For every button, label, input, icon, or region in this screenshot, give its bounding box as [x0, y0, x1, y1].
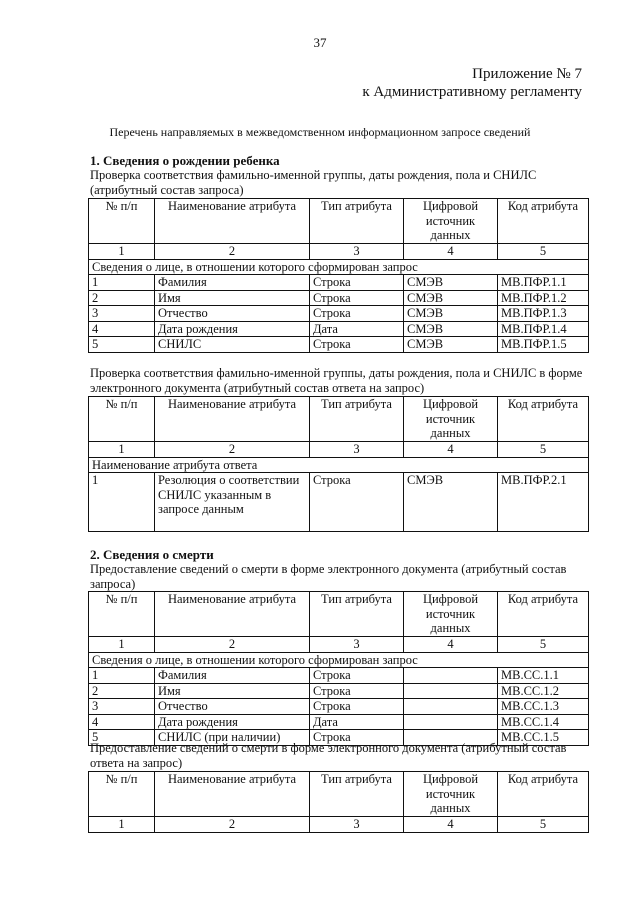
column-number: 3	[310, 442, 404, 458]
column-number: 2	[155, 817, 310, 833]
cell-code: МВ.СС.1.2	[498, 683, 589, 699]
header-cell-source: Цифровой источник данных	[404, 199, 498, 244]
header-cell-source: Цифровой источник данных	[404, 592, 498, 637]
page-number: 37	[313, 35, 327, 50]
header-cell-name: Наименование атрибута	[155, 199, 310, 244]
header-cell-code: Код атрибута	[498, 199, 589, 244]
cell-source: СМЭВ	[404, 337, 498, 353]
cell-name: Имя	[155, 290, 310, 306]
header-cell-code: Код атрибута	[498, 397, 589, 442]
column-number: 4	[404, 244, 498, 260]
cell-type: Строка	[310, 290, 404, 306]
column-number: 2	[155, 244, 310, 260]
section1-response-caption: Проверка соответствия фамильно-именной группы, даты рождения, пола и СНИЛС в форме электронного документа (атрибутный состав ответа на запрос)	[90, 366, 583, 395]
column-number: 3	[310, 244, 404, 260]
header-cell-source: Цифровой источник данных	[404, 772, 498, 817]
group-row	[89, 652, 589, 668]
section2-response-table	[88, 771, 589, 833]
column-number: 4	[404, 442, 498, 458]
section2-title: 2. Сведения о смерти	[90, 547, 214, 562]
cell-source: СМЭВ	[404, 306, 498, 322]
cell-name: Имя	[155, 683, 310, 699]
cell-name: СНИЛС (при наличии)	[155, 730, 310, 746]
cell-number: 3	[89, 699, 155, 715]
cell-code: МВ.ПФР.1.5	[498, 337, 589, 353]
cell-number: 1	[89, 668, 155, 684]
cell-name: СНИЛС	[155, 337, 310, 353]
column-number: 3	[310, 817, 404, 833]
section2-request-caption: Предоставление сведений о смерти в форме электронного документа (атрибутный состав запроса)	[90, 562, 567, 591]
table-row	[89, 321, 589, 337]
section1-request-table	[88, 198, 589, 353]
cell-type: Строка	[310, 473, 404, 532]
cell-code: МВ.ПФР.1.1	[498, 275, 589, 291]
cell-name: Резолюция о соответствии СНИЛС указанным в запросе данным	[155, 473, 310, 532]
section1-request-caption: Проверка соответствия фамильно-именной группы, даты рождения, пола и СНИЛС (атрибутный состав запроса)	[90, 168, 537, 197]
header-cell-number: № п/п	[89, 592, 155, 637]
section2-request-table	[88, 591, 589, 746]
cell-code: МВ.СС.1.4	[498, 714, 589, 730]
column-number-row	[89, 637, 589, 653]
cell-name: Отчество	[155, 306, 310, 322]
cell-code: МВ.ПФР.1.2	[498, 290, 589, 306]
cell-source: СМЭВ	[404, 473, 498, 532]
group-label: Наименование атрибута ответа	[89, 457, 589, 473]
header-cell-code: Код атрибута	[498, 592, 589, 637]
section1-title: 1. Сведения о рождении ребенка	[90, 153, 280, 168]
table-header-row	[89, 397, 589, 442]
cell-number: 1	[89, 275, 155, 291]
cell-number: 1	[89, 473, 155, 532]
column-number: 2	[155, 637, 310, 653]
table-header-row	[89, 592, 589, 637]
column-number-row	[89, 817, 589, 833]
table-row	[89, 473, 589, 532]
table-row	[89, 683, 589, 699]
cell-name: Дата рождения	[155, 321, 310, 337]
column-number: 2	[155, 442, 310, 458]
cell-name: Отчество	[155, 699, 310, 715]
section2-response-caption: Предоставление сведений о смерти в форме электронного документа (атрибутный состав ответа на запрос)	[90, 741, 567, 770]
cell-code: МВ.ПФР.2.1	[498, 473, 589, 532]
cell-number: 4	[89, 714, 155, 730]
cell-source	[404, 699, 498, 715]
cell-source	[404, 714, 498, 730]
cell-type: Дата	[310, 714, 404, 730]
header-cell-name: Наименование атрибута	[155, 592, 310, 637]
column-number: 1	[89, 817, 155, 833]
column-number: 3	[310, 637, 404, 653]
cell-source	[404, 668, 498, 684]
table-row	[89, 275, 589, 291]
header-cell-number: № п/п	[89, 772, 155, 817]
column-number: 4	[404, 637, 498, 653]
group-row	[89, 457, 589, 473]
column-number-row	[89, 244, 589, 260]
cell-type: Строка	[310, 668, 404, 684]
cell-type: Строка	[310, 337, 404, 353]
table-row	[89, 699, 589, 715]
group-label: Сведения о лице, в отношении которого сформирован запрос	[89, 259, 589, 275]
cell-source: СМЭВ	[404, 275, 498, 291]
column-number: 1	[89, 442, 155, 458]
column-number: 1	[89, 244, 155, 260]
table-row	[89, 337, 589, 353]
group-row	[89, 259, 589, 275]
table-row	[89, 290, 589, 306]
cell-name: Фамилия	[155, 275, 310, 291]
column-number-row	[89, 442, 589, 458]
cell-type: Строка	[310, 699, 404, 715]
cell-number: 4	[89, 321, 155, 337]
header-cell-name: Наименование атрибута	[155, 397, 310, 442]
table-row	[89, 668, 589, 684]
cell-number: 2	[89, 290, 155, 306]
header-cell-code: Код атрибута	[498, 772, 589, 817]
cell-source: СМЭВ	[404, 290, 498, 306]
column-number: 5	[498, 442, 589, 458]
cell-code: МВ.СС.1.3	[498, 699, 589, 715]
group-label: Сведения о лице, в отношении которого сформирован запрос	[89, 652, 589, 668]
cell-type: Строка	[310, 683, 404, 699]
cell-source	[404, 683, 498, 699]
column-number: 4	[404, 817, 498, 833]
header-cell-type: Тип атрибута	[310, 397, 404, 442]
cell-type: Дата	[310, 321, 404, 337]
appendix-subtitle: к Административному регламенту	[362, 84, 582, 100]
column-number: 5	[498, 637, 589, 653]
cell-code: МВ.ПФР.1.4	[498, 321, 589, 337]
header-cell-type: Тип атрибута	[310, 199, 404, 244]
table-row	[89, 306, 589, 322]
cell-code: МВ.СС.1.5	[498, 730, 589, 746]
column-number: 5	[498, 244, 589, 260]
cell-code: МВ.ПФР.1.3	[498, 306, 589, 322]
cell-name: Фамилия	[155, 668, 310, 684]
table-row	[89, 714, 589, 730]
cell-number: 5	[89, 730, 155, 746]
cell-type: Строка	[310, 275, 404, 291]
cell-code: МВ.СС.1.1	[498, 668, 589, 684]
cell-name: Дата рождения	[155, 714, 310, 730]
appendix-title: Приложение № 7	[472, 66, 582, 82]
cell-number: 5	[89, 337, 155, 353]
cell-source: СМЭВ	[404, 321, 498, 337]
header-cell-source: Цифровой источник данных	[404, 397, 498, 442]
table-header-row	[89, 772, 589, 817]
cell-number: 3	[89, 306, 155, 322]
column-number: 1	[89, 637, 155, 653]
cell-type: Строка	[310, 730, 404, 746]
document-heading: Перечень направляемых в межведомственном информационном запросе сведений	[109, 125, 531, 139]
header-cell-type: Тип атрибута	[310, 772, 404, 817]
section1-response-table	[88, 396, 589, 532]
header-cell-type: Тип атрибута	[310, 592, 404, 637]
header-cell-number: № п/п	[89, 397, 155, 442]
header-cell-number: № п/п	[89, 199, 155, 244]
cell-number: 2	[89, 683, 155, 699]
table-header-row	[89, 199, 589, 244]
header-cell-name: Наименование атрибута	[155, 772, 310, 817]
column-number: 5	[498, 817, 589, 833]
cell-type: Строка	[310, 306, 404, 322]
